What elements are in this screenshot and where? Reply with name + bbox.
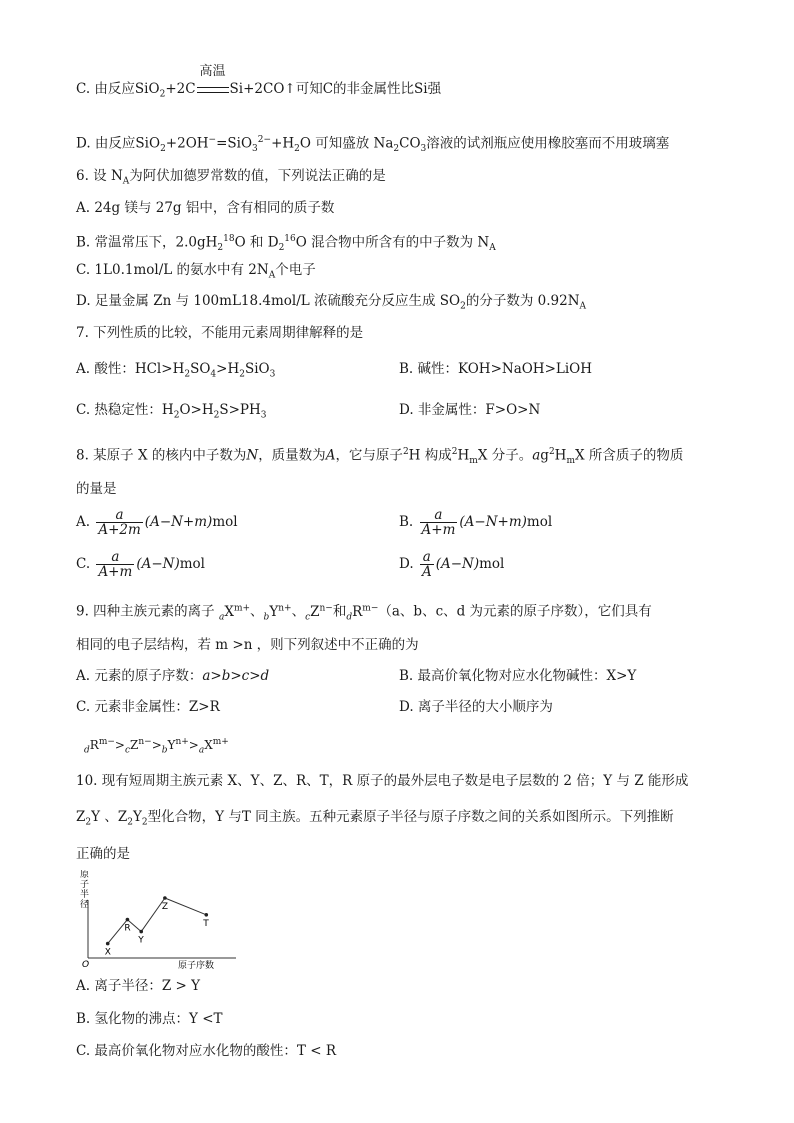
q8-c-num: a	[111, 549, 120, 565]
q8-a-label: A.	[76, 514, 91, 530]
q5-d-t7: 溶液的试剂瓶应使用橡胶塞而不用玻璃塞	[426, 135, 670, 152]
q8-d-unit: mol	[479, 556, 505, 572]
q10-stem-line2	[76, 808, 674, 832]
chart-point-x	[106, 942, 110, 946]
q6-b-3: O 混合物中所含有的中子数为 N	[295, 234, 490, 251]
q8-d-label: D.	[399, 556, 414, 572]
ord-y-pre: b	[161, 745, 168, 756]
chart-y-label-char: 半	[80, 890, 90, 900]
q8-b-fraction	[420, 508, 458, 537]
q7-c-s3: 3	[260, 410, 267, 421]
q8-s7: H 构成	[408, 447, 452, 464]
q8-a-expr: (A−N+m)	[144, 514, 213, 530]
q8-c-den: A+m	[98, 564, 133, 580]
ion-r	[346, 603, 379, 623]
q8-a-fraction	[96, 508, 142, 537]
q7-a-3: >H	[216, 361, 240, 377]
q9-a-2: a>b>c>d	[202, 668, 270, 684]
q10-stem-line1: 10. 现有短周期主族元素 X、Y、Z、R、T，R 原子的最外层电子数是电子层数的 2 倍；Y 与 Z 能形成	[76, 773, 689, 789]
ion-x-pre: a	[218, 612, 225, 623]
chart-point-label-t: T	[203, 918, 209, 929]
ion-x	[218, 603, 251, 623]
chart-point-y	[139, 930, 143, 934]
q8-option-d	[399, 550, 504, 579]
q6-stem-sub: A	[122, 176, 130, 187]
q9-option-d: D. 离子半径的大小顺序为	[399, 699, 553, 715]
q7-option-d: D. 非金属性：F>O>N	[399, 402, 541, 418]
ord-x-sup: m+	[212, 737, 229, 747]
q6-d-s1: 2	[460, 301, 466, 312]
reaction-condition	[196, 64, 230, 98]
q10-s3: Y	[132, 809, 142, 825]
q6-option-d	[76, 292, 586, 316]
chart-y-label-char: 径	[80, 900, 90, 910]
q8-s2: N	[246, 447, 259, 464]
q8-option-a	[76, 508, 238, 537]
chart-marks	[105, 896, 210, 957]
chart-point-z	[163, 896, 167, 900]
radius-vs-atomic-number-chart	[76, 870, 256, 975]
q8-option-b	[399, 508, 552, 537]
chart-y-label-char: 子	[80, 880, 90, 890]
q9-option-a	[76, 667, 269, 685]
q6-stem	[76, 167, 386, 191]
q8-s12: a	[532, 447, 541, 464]
q8-s13: g	[540, 447, 549, 464]
q9-sep1: 、	[250, 603, 264, 620]
q8-d-den: A	[421, 564, 432, 580]
ord-z-sup: n−	[138, 737, 152, 747]
ord-y-sym: Y	[167, 738, 176, 752]
q7-a-1: A. 酸性：HCl>H	[76, 361, 185, 377]
ion-y-sym: Y	[269, 603, 279, 620]
ion-y	[263, 603, 292, 623]
q8-s8: 2	[451, 447, 458, 457]
q9-option-c: C. 元素非金属性：Z>R	[76, 699, 220, 715]
q6-b-s5: A	[489, 243, 496, 254]
q5-d-s1: 2	[160, 144, 166, 155]
q8-c-fraction	[96, 550, 134, 579]
q6-option-b	[76, 230, 496, 257]
ord-z-pre: c	[124, 745, 130, 756]
q7-a-2: SO	[190, 361, 211, 377]
q8-s11: X 分子。	[477, 447, 533, 464]
q9-a-1: A. 元素的原子序数：	[76, 668, 203, 684]
q7-c-1: C. 热稳定性：H	[76, 402, 174, 418]
chart-point-label-z: Z	[161, 902, 169, 912]
ord-r-sym: R	[89, 738, 99, 752]
ord-gt2: >	[151, 738, 162, 752]
q10-s1: Z	[76, 809, 86, 825]
q8-b-den: A+m	[421, 522, 456, 538]
q9-option-b: B. 最高价氧化物对应水化物碱性：X>Y	[399, 668, 637, 684]
q10-s1-sub: 2	[85, 817, 92, 828]
q8-s6: 2	[402, 447, 409, 457]
q9-option-d-order	[84, 733, 229, 759]
q7-a-s2: 4	[210, 369, 217, 380]
q10-option-b: B. 氢化物的沸点：Y <T	[76, 1011, 223, 1027]
q6-option-a: A. 24g 镁与 27g 铝中，含有相同的质子数	[76, 200, 335, 216]
ord-gt1: >	[114, 738, 125, 752]
ord-r-pre: d	[84, 745, 90, 756]
ord-x-sym: X	[204, 738, 213, 752]
q5-d-s3: 3	[252, 144, 258, 155]
q7-option-c	[76, 401, 267, 425]
q7-option-a	[76, 360, 275, 384]
q8-s15: H	[554, 447, 567, 464]
q10-s3-sub: 2	[141, 817, 148, 828]
chart-point-label-x: X	[104, 947, 111, 958]
chart-y-label-char: 原	[80, 870, 90, 880]
ord-gt3: >	[188, 738, 199, 752]
ion-r-sup: m−	[362, 603, 379, 613]
chart-origin-label: O	[82, 960, 90, 970]
ion-r-pre: d	[346, 612, 353, 623]
q8-s9: H	[457, 447, 470, 464]
q9-stem-line2: 相同的电子层结构，若 m >n ，则下列叙述中不正确的为	[76, 637, 419, 653]
q6-d-1: D. 足量金属 Zn 与 100mL18.4mol/L 浓硫酸充分反应生成 SO	[76, 293, 461, 309]
q10-s2: Y 、Z	[91, 809, 128, 825]
q7-a-s1: 2	[184, 369, 191, 380]
q5-d-s4: 2−	[257, 135, 272, 145]
q6-b-s3: 2	[278, 243, 285, 254]
ion-z-pre: c	[305, 612, 311, 623]
q8-d-expr: (A−N)	[435, 556, 480, 572]
q8-s16: m	[566, 456, 575, 467]
q7-a-4: SiO	[244, 361, 270, 377]
q5-d-t3: =SiO	[216, 135, 253, 152]
q9-paren: （a、b、c、d 为元素的原子序数），它们具有	[378, 603, 652, 620]
q5-d-t6: CO	[399, 135, 421, 152]
q9-sep2: 、	[291, 603, 306, 620]
ion-y-pre: b	[263, 612, 270, 623]
q7-a-s4: 3	[269, 369, 276, 380]
q5-c-text-2: +2C	[165, 81, 196, 97]
q8-s4: A	[325, 447, 336, 464]
q6-stem-1: 6. 设 N	[76, 168, 123, 184]
chart-point-r	[126, 918, 130, 922]
ion-x-sym: X	[224, 603, 234, 620]
q5-c-text-3: Si+2CO↑可知C的非金属性比Si强	[229, 81, 442, 97]
q8-a-num: a	[115, 507, 124, 523]
q6-d-2: 的分子数为 0.92N	[465, 293, 580, 309]
q5-d-t4: +H	[271, 135, 295, 152]
q5-option-d	[76, 131, 669, 158]
q5-c-text-1: C. 由反应SiO	[76, 81, 160, 97]
chart-point-label-r: R	[124, 923, 131, 934]
ion-r-sym: R	[352, 603, 363, 620]
q5-d-s6: 2	[393, 144, 400, 155]
q6-b-s2: 18	[223, 234, 235, 244]
chart-connector-line	[165, 898, 206, 915]
q5-d-s2: −	[208, 135, 217, 145]
ord-r-sup: m−	[98, 737, 115, 747]
q7-c-s2: 2	[213, 410, 220, 421]
q6-b-s4: 16	[284, 234, 296, 244]
q9-stem-1: 9. 四种主族元素的离子	[76, 603, 215, 620]
ion-x-sup: m+	[233, 603, 251, 613]
q5-c-sub: 2	[159, 89, 166, 100]
q6-option-c	[76, 261, 316, 285]
q5-option-c	[76, 64, 442, 104]
q6-c-s1: A	[268, 270, 276, 281]
ion-y-sup: n+	[278, 603, 292, 613]
q10-option-c: C. 最高价氧化物对应水化物的酸性：T < R	[76, 1043, 336, 1059]
q10-stem-line3: 正确的是	[76, 846, 130, 862]
chart-point-label-y: Y	[138, 935, 144, 946]
q8-a-unit: mol	[212, 514, 238, 530]
q9-and: 和	[332, 603, 347, 620]
q7-option-b: B. 碱性：KOH>NaOH>LiOH	[399, 361, 593, 377]
q7-a-s3: 2	[239, 369, 245, 380]
q8-s17: X 所含质子的物质	[575, 447, 684, 464]
q5-d-s5: 2	[294, 144, 300, 155]
q6-c-1: C. 1L0.1mol/L 的氨水中有 2N	[76, 262, 269, 278]
q7-c-s1: 2	[173, 410, 180, 421]
ord-z-sym: Z	[130, 738, 139, 752]
q8-c-expr: (A−N)	[136, 556, 180, 572]
q5-d-s7: 3	[420, 144, 427, 155]
chart-x-label: 原子序数	[178, 961, 215, 971]
ord-x-pre: a	[198, 745, 205, 756]
q7-c-3: S>PH	[219, 402, 261, 418]
reaction-condition-label: 高温	[199, 64, 226, 79]
q8-s3: ，质量数为	[258, 447, 326, 464]
chart-point-t	[204, 913, 208, 917]
q8-s10: m	[469, 456, 478, 467]
q7-stem: 7. 下列性质的比较，不能用元素周期律解释的是	[76, 325, 364, 341]
q10-s4: 型化合物，Y 与T 同主族。五种元素原子半径与原子序数之间的关系如图所示。下列推断	[147, 809, 674, 825]
q5-d-t5: O 可知盛放 Na	[299, 135, 394, 152]
q8-s5: ，它与原子	[335, 447, 403, 464]
q6-b-2: O 和 D	[234, 234, 279, 251]
q8-stem-line2: 的量是	[76, 481, 117, 497]
q8-s14: 2	[548, 447, 555, 457]
ion-z-sup: n−	[319, 603, 333, 613]
q8-d-num: a	[422, 549, 431, 565]
q8-stem-line1	[76, 443, 683, 470]
q8-c-label: C.	[76, 556, 91, 572]
q6-b-s1: 2	[217, 243, 224, 254]
ord-y-sup: n+	[175, 737, 189, 747]
ion-z-sym: Z	[310, 603, 320, 620]
q8-c-unit: mol	[179, 556, 205, 572]
q5-d-t1: D. 由反应SiO	[76, 135, 161, 152]
q8-b-num: a	[434, 507, 443, 523]
ion-z	[305, 603, 333, 623]
q9-stem-line1	[76, 599, 652, 626]
q8-a-den: A+2m	[98, 522, 141, 538]
q8-b-unit: mol	[526, 514, 553, 530]
q8-b-label: B.	[399, 514, 414, 530]
q6-d-s2: A	[579, 301, 587, 312]
q8-b-expr: (A−N+m)	[459, 514, 527, 530]
q8-d-fraction	[420, 550, 434, 579]
q7-c-2: O>H	[179, 402, 214, 418]
q6-b-1: B. 常温常压下，2.0gH	[76, 234, 218, 251]
equal-bars	[197, 87, 229, 93]
q6-stem-2: 为阿伏加德罗常数的值，下列说法正确的是	[129, 168, 386, 184]
q8-s1: 8. 某原子 X 的核内中子数为	[76, 447, 247, 464]
q6-c-2: 个电子	[275, 262, 316, 278]
q10-option-a: A. 离子半径：Z > Y	[76, 978, 201, 994]
q10-s2-sub: 2	[127, 817, 133, 828]
q8-option-c	[76, 550, 205, 579]
q5-d-t2: +2OH	[165, 135, 209, 152]
